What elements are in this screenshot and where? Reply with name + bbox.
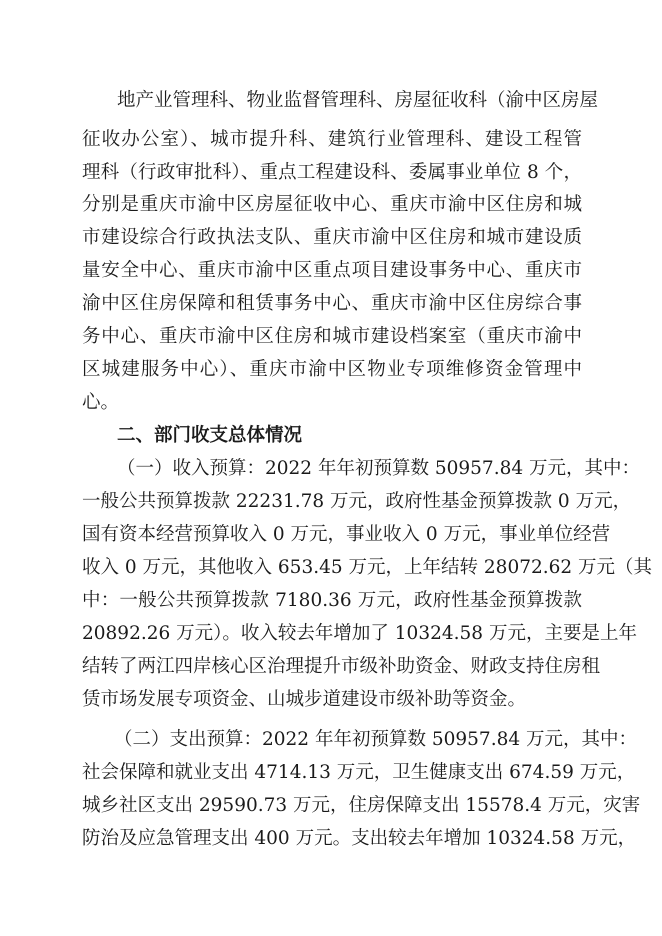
org-paragraph-line: 区城建服务中心）、重庆市渝中区物业专项维修资金管理中 (82, 359, 582, 380)
org-paragraph-line: 心。 (82, 392, 120, 413)
income-paragraph-line: 一般公共预算拨款 22231.78 万元，政府性基金预算拨款 0 万元， (82, 491, 632, 512)
org-paragraph-line: 量安全中心、重庆市渝中区重点项目建设事务中心、重庆市 (82, 260, 582, 281)
org-paragraph-line: 市建设综合行政执法支队、重庆市渝中区住房和城市建设质 (82, 227, 582, 248)
expense-paragraph-line: （二）支出预算：2022 年年初预算数 50957.84 万元，其中： (114, 729, 637, 750)
income-paragraph-line: 中：一般公共预算拨款 7180.36 万元，政府性基金预算拨款 (82, 590, 582, 611)
expense-paragraph-line: 社会保障和就业支出 4714.13 万元，卫生健康支出 674.59 万元， (82, 762, 636, 783)
income-paragraph-line: 国有资本经营预算收入 0 万元，事业收入 0 万元，事业单位经营 (82, 524, 611, 545)
org-paragraph-line: 务中心、重庆市渝中区住房和城市建设档案室（重庆市渝中 (82, 326, 582, 347)
org-paragraph-line: 渝中区住房保障和租赁事务中心、重庆市渝中区住房综合事 (82, 293, 582, 314)
section-heading: 二、部门收支总体情况 (117, 425, 303, 446)
income-paragraph-line: （一）收入预算：2022 年年初预算数 50957.84 万元，其中： (117, 458, 640, 479)
org-paragraph-line: 分别是重庆市渝中区房屋征收中心、重庆市渝中区住房和城 (82, 194, 582, 215)
expense-paragraph-line: 防治及应急管理支出 400 万元。支出较去年增加 10324.58 万元， (82, 828, 637, 849)
org-paragraph-line: 理科（行政审批科）、重点工程建设科、委属事业单位 8 个， (82, 162, 582, 183)
org-paragraph-line: 征收办公室）、城市提升科、建筑行业管理科、建设工程管 (82, 129, 582, 150)
income-paragraph-line: 赁市场发展专项资金、山城步道建设市级补助等资金。 (82, 689, 527, 710)
income-paragraph-line: 收入 0 万元，其他收入 653.45 万元，上年结转 28072.62 万元（其 (82, 557, 653, 578)
income-paragraph-line: 结转了两江四岸核心区治理提升市级补助资金、财政支持住房租 (82, 656, 601, 677)
expense-paragraph-line: 城乡社区支出 29590.73 万元，住房保障支出 15578.4 万元，灾害 (82, 795, 641, 816)
org-paragraph-line: 地产业管理科、物业监督管理科、房屋征收科（渝中区房屋 (117, 90, 599, 111)
income-paragraph-line: 20892.26 万元）。收入较去年增加了 10324.58 万元，主要是上年 (82, 623, 637, 644)
